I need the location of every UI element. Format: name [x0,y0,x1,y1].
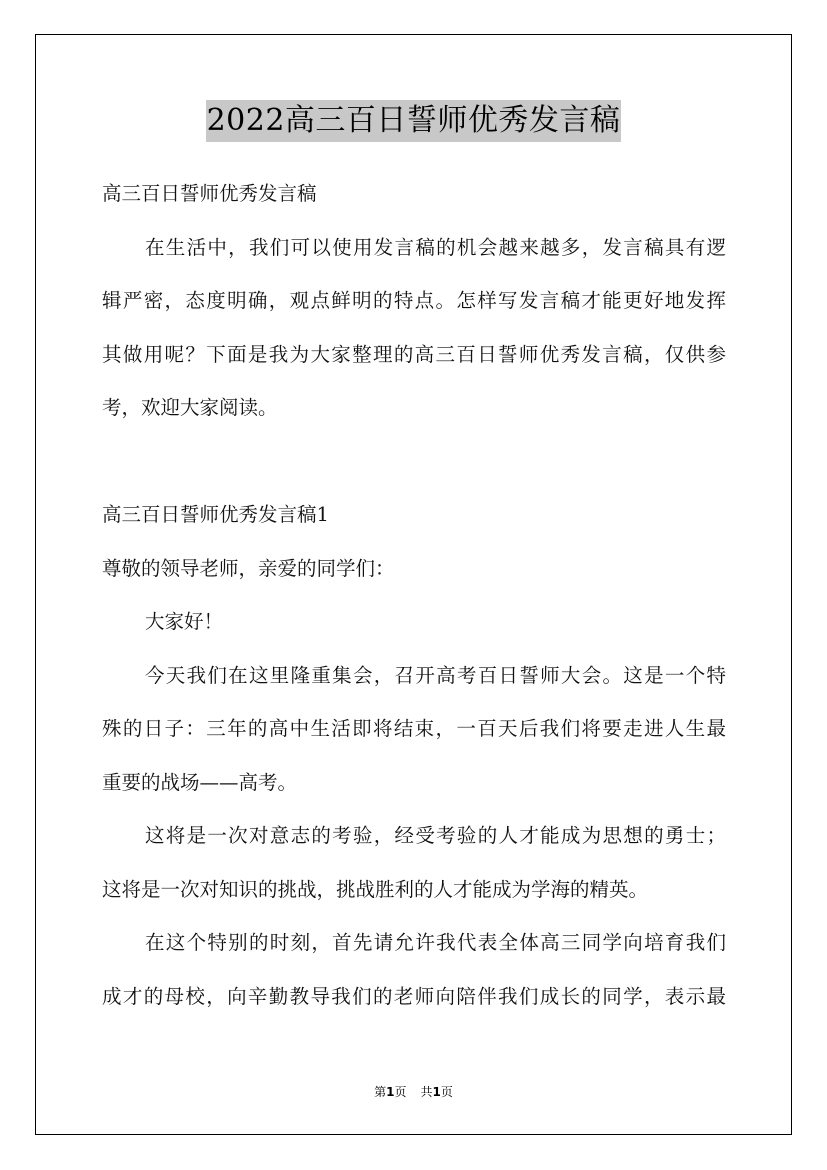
subtitle: 高三百日誓师优秀发言稿 [102,182,317,205]
intro-line: 考，欢迎大家阅读。 [102,396,278,419]
section-heading: 高三百日誓师优秀发言稿1 [102,503,329,526]
title-container [0,100,827,142]
greeting: 大家好！ [145,610,224,633]
intro-line: 在生活中，我们可以使用发言稿的机会越来越多，发言稿具有逻 [145,235,726,259]
paragraph-line: 重要的战场——高考。 [102,770,298,794]
paragraph-line: 殊的日子：三年的高中生活即将结束，一百天后我们将要走进人生最 [102,717,726,740]
document-body [102,172,726,1028]
intro-line: 其做用呢？下面是我为大家整理的高三百日誓师优秀发言稿，仅供参 [102,342,726,366]
paragraph-line: 这将是一次对意志的考验，经受考验的人才能成为思想的勇士； [145,824,726,847]
blank-line [102,440,726,494]
page-total: 1 [432,1085,441,1099]
page-prefix: 第 [374,1085,387,1099]
total-suffix: 页 [440,1085,453,1099]
paragraph-line: 这将是一次对知识的挑战，挑战胜利的人才能成为学海的精英。 [102,877,649,901]
intro-line: 辑严密，态度明确，观点鲜明的特点。怎样写发言稿才能更好地发挥 [102,289,726,312]
paragraph-line: 今天我们在这里隆重集会，召开高考百日誓师大会。这是一个特 [145,663,726,687]
salutation: 尊敬的领导老师，亲爱的同学们： [102,556,395,580]
document-title: 2022高三百日誓师优秀发言稿 [206,100,622,142]
paragraph-line: 在这个特别的时刻，首先请允许我代表全体高三同学向培育我们 [145,931,726,954]
page-suffix: 页 [394,1085,407,1099]
page-footer [0,1083,827,1100]
total-prefix: 共 [420,1085,433,1099]
page-number: 1 [386,1085,395,1099]
paragraph-line: 成才的母校，向辛勤教导我们的老师向陪伴我们成长的同学，表示最 [102,984,726,1008]
